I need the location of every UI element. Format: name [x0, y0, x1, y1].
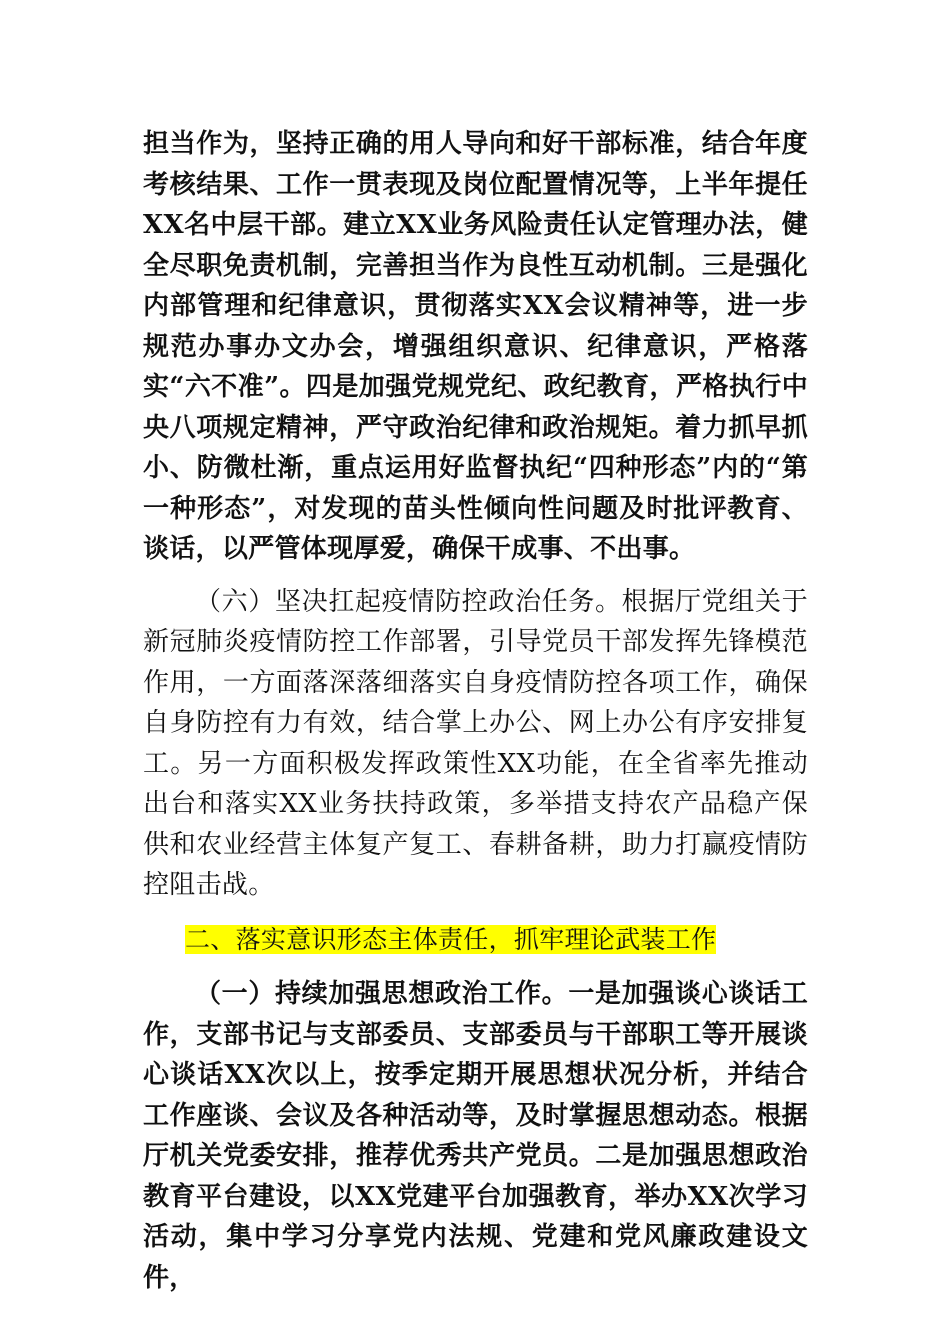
paragraph-cadre-management: 担当作为，坚持正确的用人导向和好干部标准，结合年度考核结果、工作一贯表现及岗位配置情况等，上半年提任XX名中层干部。建立XX业务风险责任认定管理办法，健全尽职免责机制，完善担当作为良性互动机制。三是强化内部管理和纪律意识，贯彻落实XX会议精神等，进一步规范办事办文办会，增强组织意识、纪律意识，严格落实“六不准”。四是加强党规党纪、政纪教育，严格执行中央八项规定精神，严守政治纪律和政治规矩。着力抓早抓小、防微杜渐，重点运用好监督执纪“四种形态”内的“第一种形态”，对发现的苗头性倾向性问题及时批评教育、谈话，以严管体现厚爱，确保干成事、不出事。 — [143, 129, 808, 564]
document-body — [143, 124, 808, 1298]
section-heading — [143, 920, 808, 961]
heading-spacer — [143, 906, 808, 920]
paragraph-ideological-work: （一）持续加强思想政治工作。一是加强谈心谈话工作，支部书记与支部委员、支部委员与干部职工等开展谈心谈话XX次以上，按季定期开展思想状况分析，并结合工作座谈、会议及各种活动等，及时掌握思想动态。根据厅机关党委安排，推荐优秀共产党员。二是加强思想政治教育平台建设，以XX党建平台加强教育，举办XX次学习活动，集中学习分享党内法规、党建和党风廉政建设文件， — [143, 979, 808, 1293]
heading-spacer-after — [143, 960, 808, 974]
paragraph-epidemic-prevention: （六）坚决扛起疫情防控政治任务。根据厅党组关于新冠肺炎疫情防控工作部署，引导党员干部发挥先锋模范作用，一方面落深落细落实自身疫情防控各项工作，确保自身防控有力有效，结合掌上办公、网上办公有序安排复工。另一方面积极发挥政策性XX功能，在全省率先推动出台和落实XX业务扶持政策，多举措支持农产品稳产保供和农业经营主体复产复工、春耕备耕，助力打赢疫情防控阻击战。 — [143, 586, 808, 900]
paragraph-spacer — [143, 570, 808, 582]
section-heading-text: 二、落实意识形态主体责任，抓牢理论武装工作 — [185, 924, 717, 954]
